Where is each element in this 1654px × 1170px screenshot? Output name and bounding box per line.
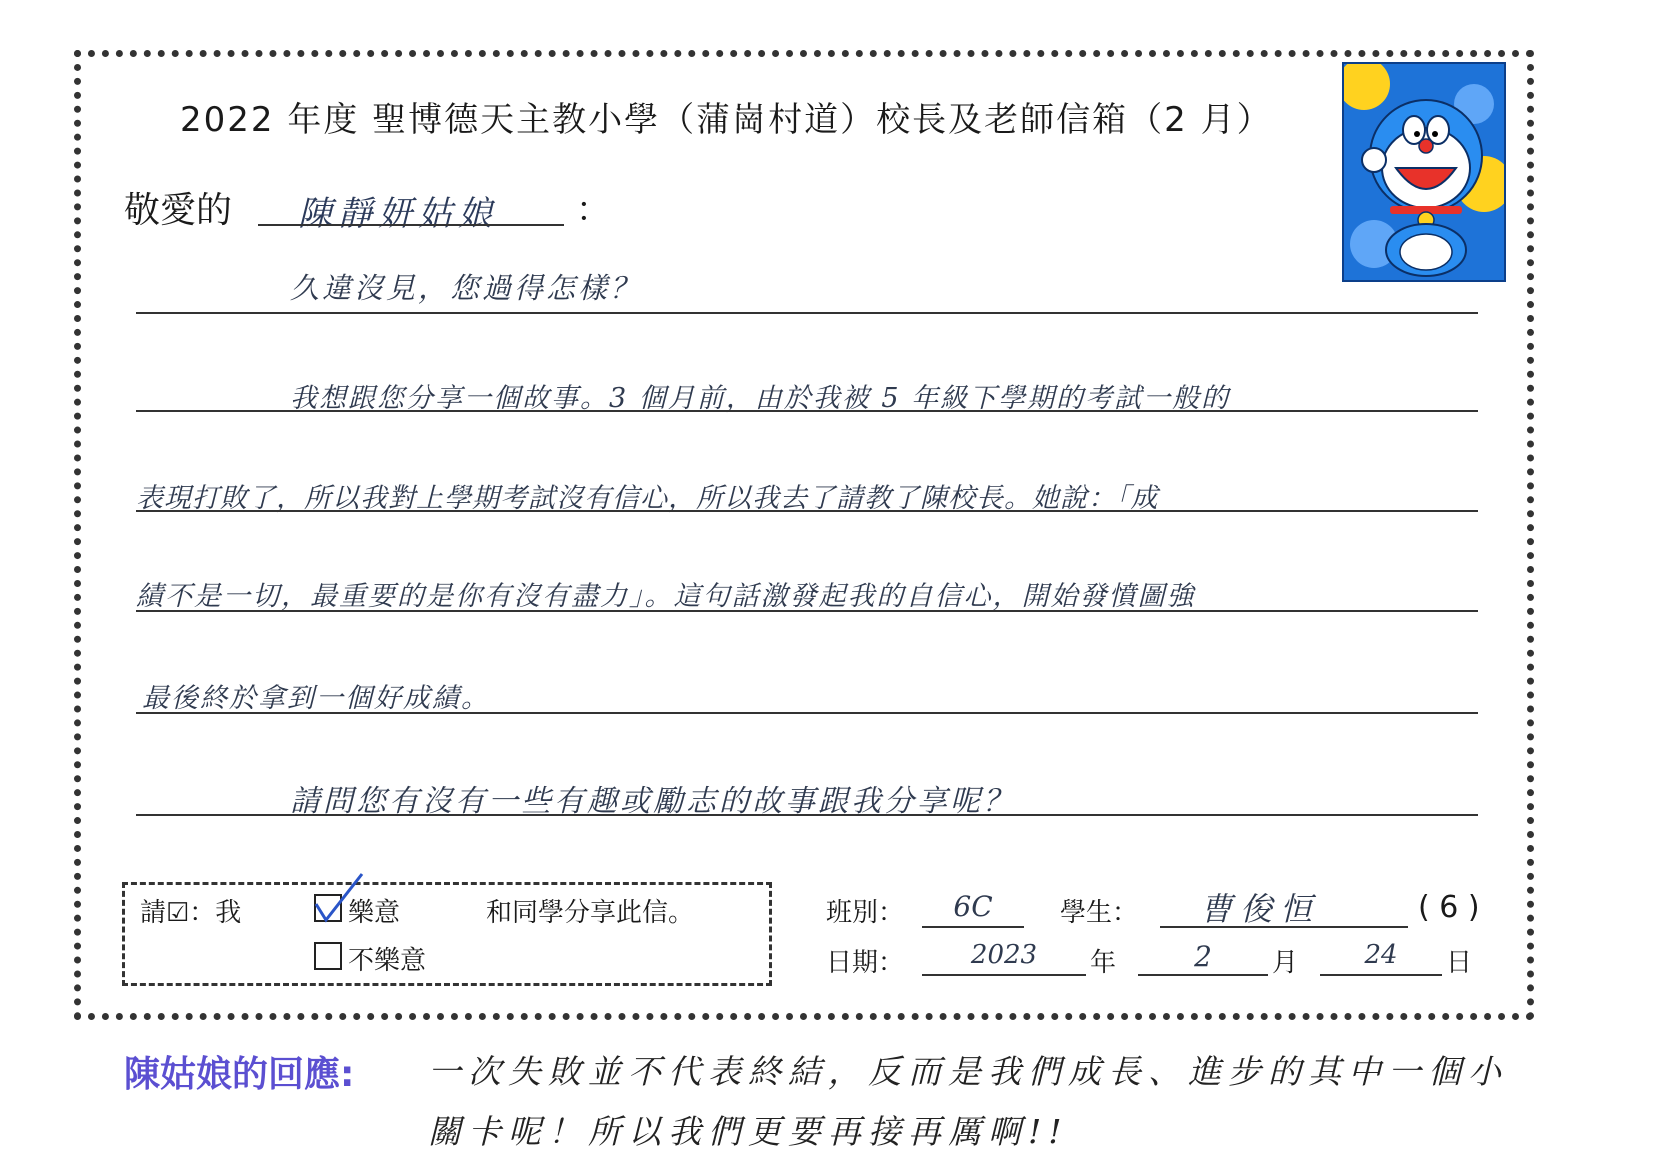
reply-label: 陳姑娘的回應: bbox=[124, 1054, 355, 1095]
year-underline bbox=[922, 974, 1086, 976]
reply-line-1: 一次失敗並不代表終結，反而是我們成長、進步的其中一個小 bbox=[428, 1052, 1508, 1091]
consent-no-label: 不樂意 bbox=[348, 946, 427, 976]
class-label: 班別： bbox=[826, 898, 905, 928]
consent-prefix: 請☑：我 bbox=[140, 898, 242, 928]
letter-line-2: 我想跟您分享一個故事。3 個月前，由於我被 5 年級下學期的考試一般的 bbox=[290, 383, 1231, 414]
ruled-line-4 bbox=[136, 610, 1478, 612]
letter-line-6: 請問您有沒有一些有趣或勵志的故事跟我分享呢？ bbox=[290, 784, 1016, 819]
consent-no-checkbox[interactable] bbox=[314, 942, 342, 970]
greeting-colon: ： bbox=[576, 190, 610, 230]
consent-yes-checkbox[interactable] bbox=[314, 894, 342, 922]
letter-line-5: 最後終於拿到一個好成績。 bbox=[142, 683, 490, 714]
student-value: 曹俊恒 bbox=[1199, 890, 1320, 928]
reply-line-2: 關卡呢！所以我們更要再接再厲啊!! bbox=[428, 1112, 1069, 1151]
doraemon-stamp-icon bbox=[1342, 62, 1506, 282]
consent-yes-label: 樂意 bbox=[348, 898, 401, 928]
month-underline bbox=[1138, 974, 1268, 976]
letter-line-4: 績不是一切，最重要的是你有沒有盡力」。這句話激發起我的自信心，開始發憤圖強 bbox=[136, 581, 1196, 612]
class-underline bbox=[922, 926, 1024, 928]
letter-title: 2022 年度 聖博德天主教小學（蒲崗村道）校長及老師信箱（2 月） bbox=[180, 100, 1273, 140]
recipient-name: 陳靜妍姑娘 bbox=[298, 194, 498, 234]
year-value: 2023 bbox=[970, 940, 1038, 970]
ruled-line-2 bbox=[136, 410, 1478, 412]
ruled-line-3 bbox=[136, 510, 1478, 512]
student-number: ( 6 ) bbox=[1418, 890, 1480, 925]
ruled-line-1 bbox=[136, 312, 1478, 314]
student-label: 學生： bbox=[1060, 898, 1139, 928]
ruled-line-5 bbox=[136, 712, 1478, 714]
date-label: 日期： bbox=[826, 948, 905, 978]
year-unit: 年 bbox=[1090, 948, 1117, 978]
greeting-label: 敬愛的 bbox=[124, 190, 233, 231]
month-unit: 月 bbox=[1272, 948, 1299, 978]
day-value: 24 bbox=[1364, 940, 1398, 970]
day-underline bbox=[1320, 974, 1442, 976]
letter-line-3: 表現打敗了，所以我對上學期考試沒有信心，所以我去了請教了陳校長。她說：「成 bbox=[136, 483, 1159, 514]
month-value: 2 bbox=[1194, 940, 1212, 973]
day-unit: 日 bbox=[1446, 948, 1473, 978]
recipient-underline bbox=[258, 224, 564, 226]
letter-border bbox=[74, 50, 1534, 1020]
consent-suffix: 和同學分享此信。 bbox=[486, 898, 695, 928]
class-value: 6C bbox=[953, 890, 993, 923]
letter-line-1: 久違沒見，您過得怎樣？ bbox=[290, 271, 643, 305]
ruled-line-6 bbox=[136, 814, 1478, 816]
